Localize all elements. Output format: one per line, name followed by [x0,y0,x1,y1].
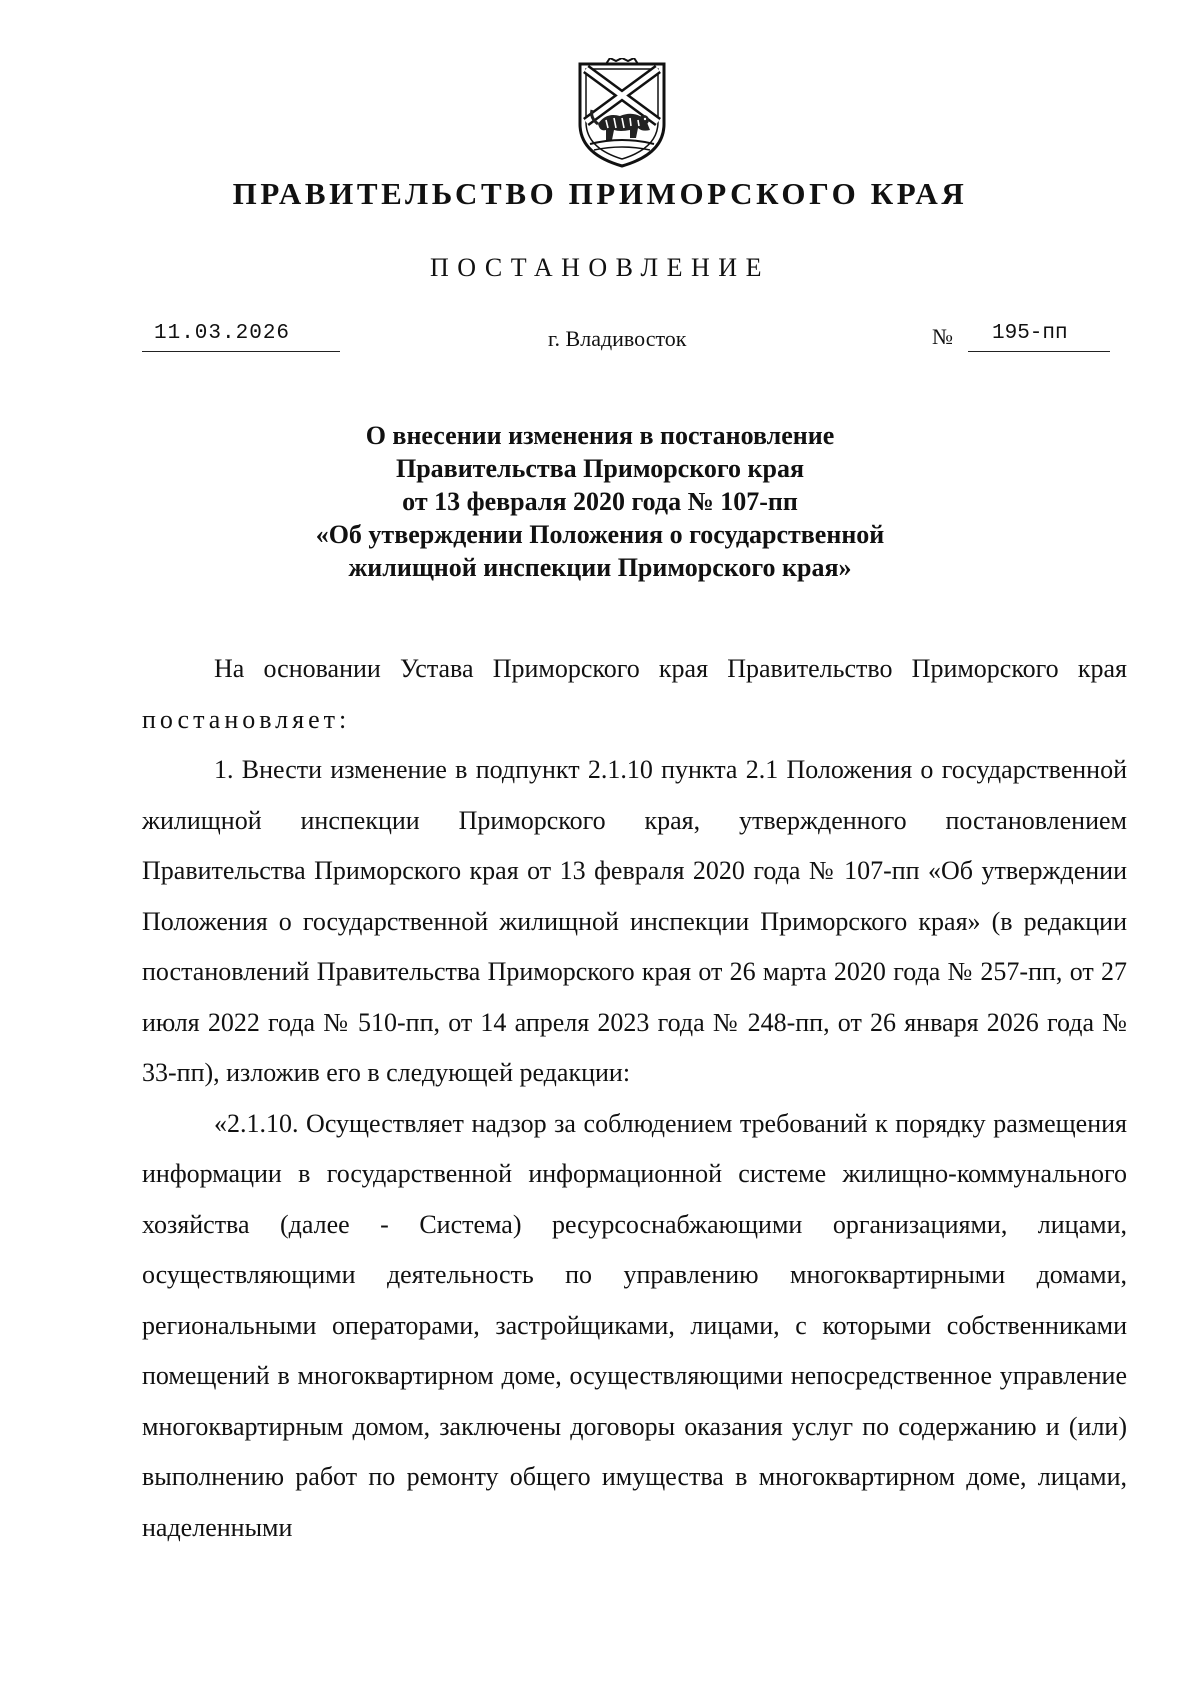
paragraph-preamble [142,644,1127,745]
document-type: ПОСТАНОВЛЕНИЕ [430,253,770,282]
date-underline [142,351,340,352]
preamble-decree-word: постановляет: [142,704,351,734]
paragraph-new-wording: «2.1.10. Осуществляет надзор за соблюдением требований к порядку размещения информации в государственной информационной системе жилищно-коммунального хозяйства (далее - Система) ресурсоснабжающими организациями, лицами, осуществляющими деятельность по управлению многоквартирными домами, региональными операторами, застройщиками, лицами, с которыми собственниками помещений в многоквартирном доме, осуществляющими непосредственное управление многоквартирным домом, заключены договоры оказания услуг по содержанию и (или) выполнению работ по ремонту общего имущества в многоквартирном доме, лицами, наделенными [142,1108,1127,1542]
document-subject [150,419,1050,584]
government-title: ПРАВИТЕЛЬСТВО ПРИМОРСКОГО КРАЯ [232,176,968,211]
subject-line: «Об утверждении Положения о государственной [315,520,885,549]
subject-line: О внесении изменения в постановление [365,421,835,450]
document-body [142,644,1127,1553]
subject-line: жилищной инспекции Приморского края» [348,553,852,582]
subject-line: от 13 февраля 2020 года № 107-пп [402,487,798,516]
primorsky-krai-coat-of-arms-icon [576,58,668,170]
document-city: г. Владивосток [548,326,687,351]
paragraph-item-1: 1. Внести изменение в подпункт 2.1.10 пункта 2.1 Положения о государственной жилищной инспекции Приморского края, утвержденного постановлением Правительства Приморского края от 13 февраля 2020 года № 107-пп «Об утверждении Положения о государственной жилищной инспекции Приморского края» (в редакции постановлений Правительства Приморского края от 26 марта 2020 года № 257-пп, от 27 июля 2022 года № 510-пп, от 14 апреля 2023 года № 248-пп, от 26 января 2026 года № 33-пп), изложив его в следующей редакции: [142,755,1127,1087]
preamble-text: На основании Устава Приморского края Правительство Приморского края [214,654,1127,683]
document-date: 11.03.2026 [154,322,291,345]
document-number: 195-пп [992,322,1068,345]
subject-line: Правительства Приморского края [395,454,805,483]
number-sign: № [932,324,953,349]
number-underline [968,351,1110,352]
